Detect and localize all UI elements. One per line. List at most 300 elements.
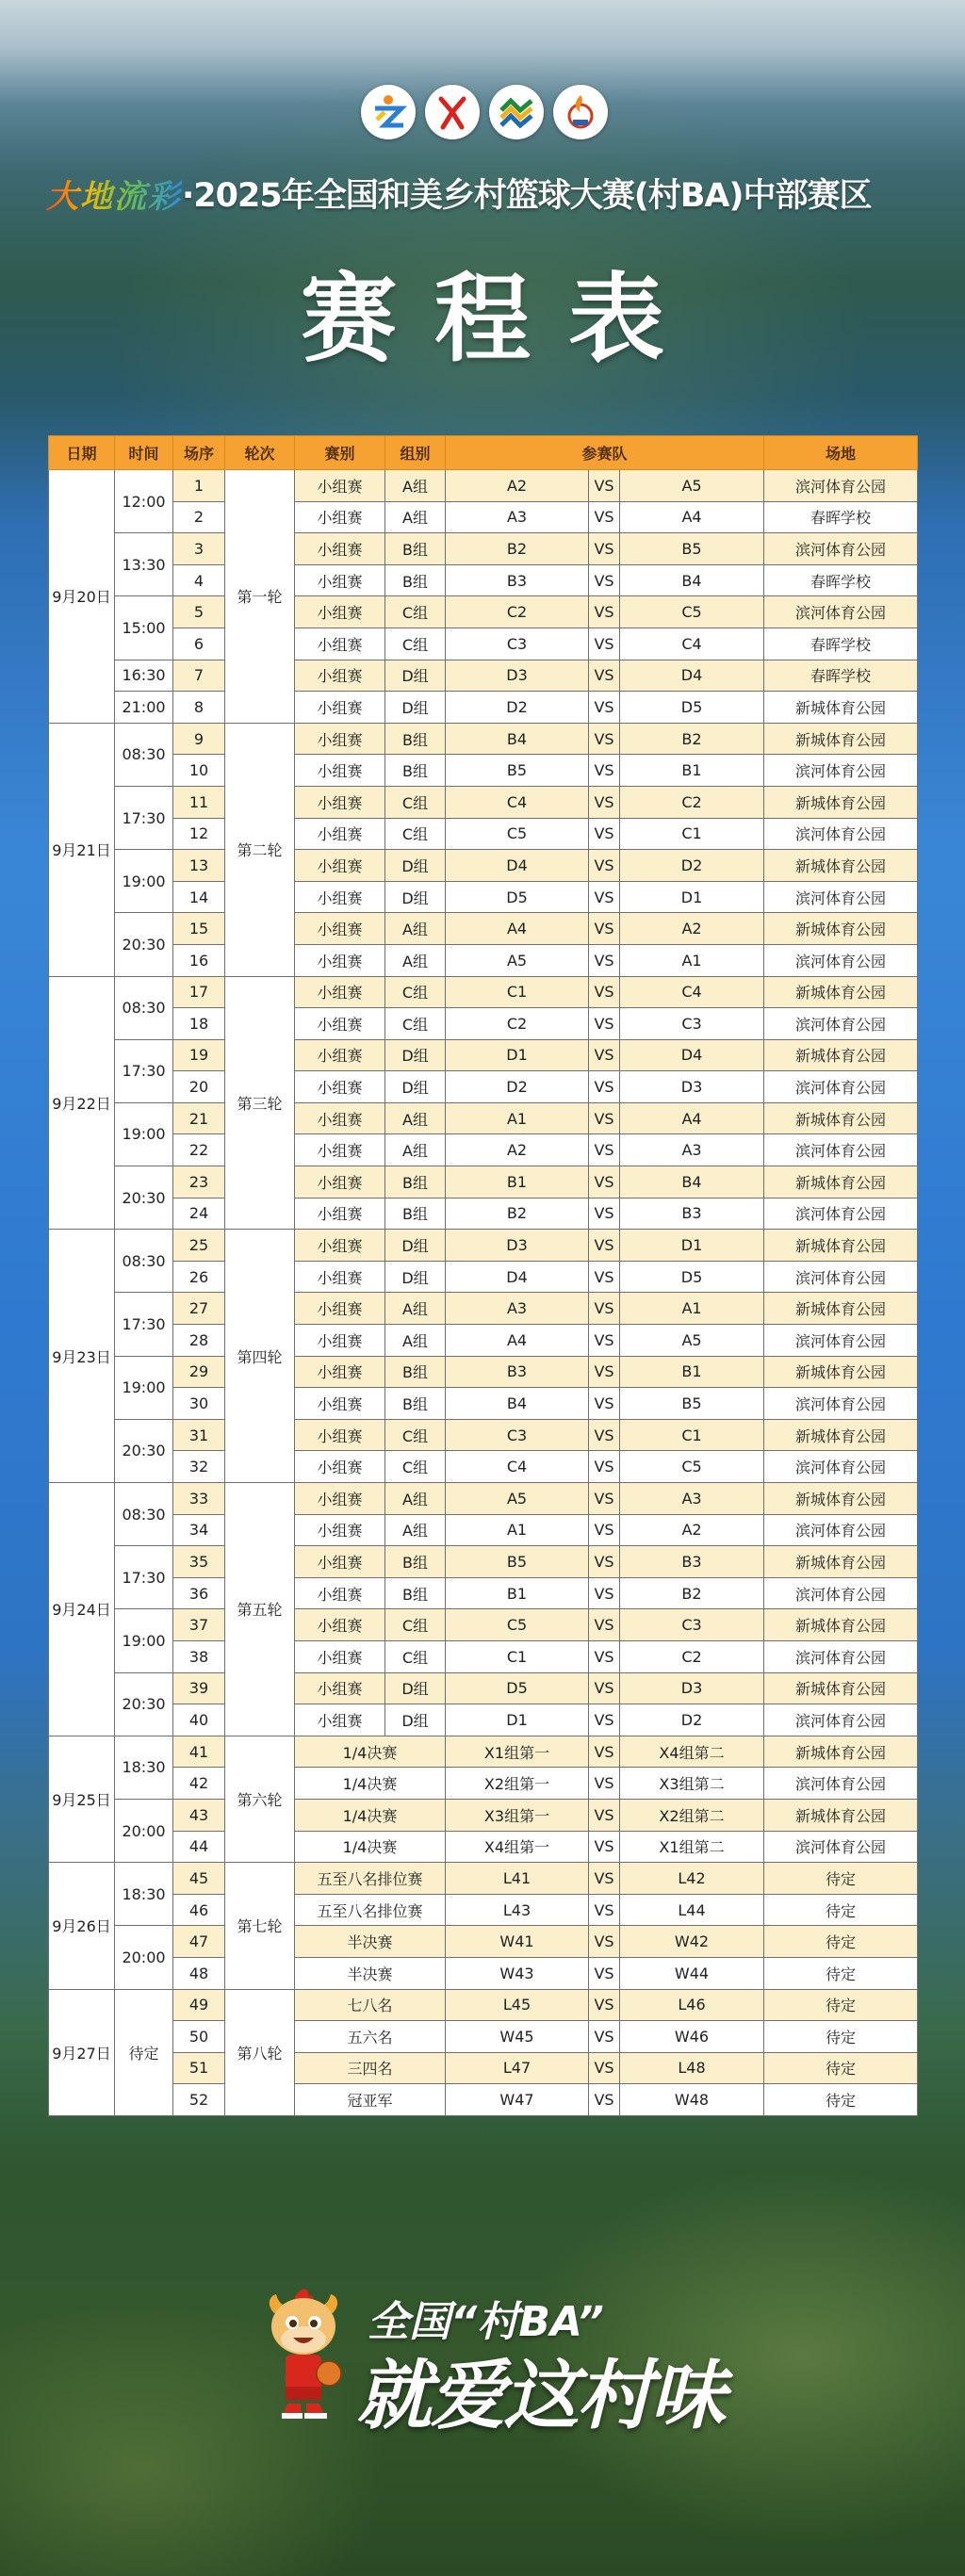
match-venue: 待定	[764, 2084, 918, 2116]
match-group: D组	[385, 881, 446, 913]
match-seq: 49	[173, 1989, 225, 2021]
match-stage: 小组赛	[295, 1451, 385, 1483]
team-away: A4	[620, 1102, 764, 1134]
match-seq: 26	[173, 1261, 225, 1293]
match-group: D组	[385, 1261, 446, 1293]
match-seq: 17	[173, 976, 225, 1008]
vs-label: VS	[589, 1419, 620, 1451]
vs-label: VS	[589, 1831, 620, 1863]
match-venue: 滨河体育公园	[764, 1325, 918, 1357]
vs-label: VS	[589, 564, 620, 596]
vs-label: VS	[589, 1198, 620, 1230]
match-stage: 小组赛	[295, 944, 385, 976]
match-seq: 44	[173, 1831, 225, 1863]
table-row	[49, 533, 918, 565]
team-home: B4	[446, 723, 589, 755]
page-title: 赛程表	[301, 264, 702, 376]
team-home: C5	[446, 1609, 589, 1641]
team-home: B1	[446, 1166, 589, 1198]
event-name: ·2025年全国和美乡村篮球大赛(村BA)中部赛区	[182, 177, 872, 215]
culture-logo-icon	[361, 85, 416, 139]
table-row	[49, 1672, 918, 1704]
match-group: C组	[385, 1419, 446, 1451]
vs-label: VS	[589, 1230, 620, 1262]
match-seq: 11	[173, 786, 225, 818]
match-stage: 五至八名排位赛	[295, 1894, 446, 1926]
match-group: B组	[385, 1388, 446, 1420]
vs-label: VS	[589, 628, 620, 660]
match-stage: 小组赛	[295, 976, 385, 1008]
match-group: A组	[385, 1293, 446, 1325]
match-stage: 半决赛	[295, 1957, 446, 1989]
match-group: C组	[385, 786, 446, 818]
match-seq: 41	[173, 1736, 225, 1768]
match-date: 9月24日	[49, 1483, 115, 1736]
team-home: W47	[446, 2084, 589, 2116]
match-venue: 新城体育公园	[764, 1609, 918, 1641]
team-home: W41	[446, 1926, 589, 1958]
table-row	[49, 660, 918, 692]
match-venue: 滨河体育公园	[764, 1071, 918, 1103]
match-group: B组	[385, 755, 446, 787]
team-away: A5	[620, 1325, 764, 1357]
table-row	[49, 1039, 918, 1071]
match-group: B组	[385, 1546, 446, 1578]
match-time: 08:30	[115, 1483, 173, 1546]
vs-label: VS	[589, 1008, 620, 1040]
match-time: 20:30	[115, 1672, 173, 1736]
match-venue: 滨河体育公园	[764, 1514, 918, 1546]
table-row	[49, 2084, 918, 2116]
team-away: W44	[620, 1957, 764, 1989]
match-stage: 小组赛	[295, 533, 385, 565]
match-venue: 待定	[764, 2021, 918, 2053]
team-away: A3	[620, 1134, 764, 1166]
match-group: D组	[385, 1672, 446, 1704]
team-home: X3组第一	[446, 1799, 589, 1831]
match-round: 第五轮	[225, 1483, 295, 1736]
match-seq: 50	[173, 2021, 225, 2053]
match-venue: 滨河体育公园	[764, 881, 918, 913]
match-time: 20:30	[115, 1419, 173, 1482]
match-venue: 滨河体育公园	[764, 1768, 918, 1800]
vs-label: VS	[589, 976, 620, 1008]
match-seq: 16	[173, 944, 225, 976]
match-stage: 小组赛	[295, 1325, 385, 1357]
table-row	[49, 755, 918, 787]
match-group: D组	[385, 1230, 446, 1262]
table-row	[49, 1640, 918, 1672]
table-row	[49, 1230, 918, 1262]
team-home: X4组第一	[446, 1831, 589, 1863]
match-time: 17:30	[115, 1546, 173, 1609]
vs-label: VS	[589, 501, 620, 533]
table-row	[49, 501, 918, 533]
match-group: B组	[385, 1356, 446, 1388]
team-home: A1	[446, 1102, 589, 1134]
match-seq: 45	[173, 1863, 225, 1895]
table-row	[49, 1356, 918, 1388]
team-away: X1组第二	[620, 1831, 764, 1863]
match-seq: 31	[173, 1419, 225, 1451]
team-away: D2	[620, 850, 764, 882]
match-seq: 27	[173, 1293, 225, 1325]
team-away: B2	[620, 723, 764, 755]
team-away: A1	[620, 1293, 764, 1325]
team-away: B1	[620, 1356, 764, 1388]
rural-logo-icon	[489, 85, 544, 139]
match-group: D组	[385, 692, 446, 724]
match-venue: 滨河体育公园	[764, 1451, 918, 1483]
match-time: 待定	[115, 1989, 173, 2115]
match-venue: 待定	[764, 1957, 918, 1989]
slogan-line-2: 就爱这村味	[356, 2352, 724, 2439]
vs-label: VS	[589, 2021, 620, 2053]
team-home: B3	[446, 564, 589, 596]
col-header-venue: 场地	[764, 436, 918, 470]
match-seq: 43	[173, 1799, 225, 1831]
match-group: C组	[385, 976, 446, 1008]
match-group: D组	[385, 1039, 446, 1071]
team-away: C4	[620, 628, 764, 660]
match-venue: 滨河体育公园	[764, 1134, 918, 1166]
vs-label: VS	[589, 913, 620, 945]
team-away: X2组第二	[620, 1799, 764, 1831]
match-stage: 小组赛	[295, 850, 385, 882]
team-away: W46	[620, 2021, 764, 2053]
vs-label: VS	[589, 1483, 620, 1515]
team-home: C1	[446, 1640, 589, 1672]
match-seq: 2	[173, 501, 225, 533]
match-stage: 小组赛	[295, 1008, 385, 1040]
match-seq: 33	[173, 1483, 225, 1515]
team-home: C5	[446, 818, 589, 850]
vs-label: VS	[589, 1609, 620, 1641]
match-seq: 3	[173, 533, 225, 565]
table-row	[49, 596, 918, 628]
match-time: 17:30	[115, 786, 173, 849]
match-group: A组	[385, 1483, 446, 1515]
team-away: B4	[620, 1166, 764, 1198]
table-row	[49, 1736, 918, 1768]
team-away: D3	[620, 1071, 764, 1103]
match-venue: 春晖学校	[764, 628, 918, 660]
match-seq: 38	[173, 1640, 225, 1672]
team-away: D4	[620, 1039, 764, 1071]
match-round: 第二轮	[225, 723, 295, 976]
table-row	[49, 2021, 918, 2053]
match-seq: 18	[173, 1008, 225, 1040]
match-seq: 37	[173, 1609, 225, 1641]
vs-label: VS	[589, 1926, 620, 1958]
vs-label: VS	[589, 1704, 620, 1736]
table-row	[49, 1483, 918, 1515]
match-stage: 小组赛	[295, 1704, 385, 1736]
team-away: D1	[620, 1230, 764, 1262]
match-seq: 7	[173, 660, 225, 692]
table-row	[49, 818, 918, 850]
team-away: C3	[620, 1008, 764, 1040]
team-home: B2	[446, 1198, 589, 1230]
table-row	[49, 1926, 918, 1958]
vs-label: VS	[589, 1325, 620, 1357]
vs-label: VS	[589, 1957, 620, 1989]
vs-label: VS	[589, 1293, 620, 1325]
team-home: A4	[446, 1325, 589, 1357]
match-group: A组	[385, 501, 446, 533]
match-seq: 21	[173, 1102, 225, 1134]
vs-label: VS	[589, 1451, 620, 1483]
slogan-line-1: 全国“村BA”	[368, 2298, 604, 2346]
team-home: C1	[446, 976, 589, 1008]
match-venue: 滨河体育公园	[764, 1388, 918, 1420]
team-away: A5	[620, 470, 764, 502]
match-date: 9月20日	[49, 470, 115, 724]
table-row	[49, 564, 918, 596]
team-home: A5	[446, 944, 589, 976]
match-stage: 小组赛	[295, 1546, 385, 1578]
match-date: 9月27日	[49, 1989, 115, 2115]
emblem-logo-icon	[553, 85, 608, 139]
match-group: A组	[385, 913, 446, 945]
team-away: L42	[620, 1863, 764, 1895]
table-row	[49, 1704, 918, 1736]
match-venue: 新城体育公园	[764, 1736, 918, 1768]
vs-label: VS	[589, 596, 620, 628]
match-venue: 滨河体育公园	[764, 533, 918, 565]
match-round: 第三轮	[225, 976, 295, 1230]
team-away: A1	[620, 944, 764, 976]
match-time: 16:30	[115, 660, 173, 692]
team-home: A2	[446, 470, 589, 502]
col-header-group: 组别	[385, 436, 446, 470]
match-seq: 29	[173, 1356, 225, 1388]
match-seq: 28	[173, 1325, 225, 1357]
match-seq: 32	[173, 1451, 225, 1483]
match-seq: 20	[173, 1071, 225, 1103]
table-row	[49, 913, 918, 945]
match-group: B组	[385, 564, 446, 596]
team-home: B5	[446, 1546, 589, 1578]
match-group: B组	[385, 533, 446, 565]
team-away: A4	[620, 501, 764, 533]
match-seq: 51	[173, 2052, 225, 2084]
team-away: X3组第二	[620, 1768, 764, 1800]
table-row	[49, 723, 918, 755]
match-time: 17:30	[115, 1039, 173, 1102]
match-seq: 39	[173, 1672, 225, 1704]
match-date: 9月26日	[49, 1863, 115, 1989]
match-stage: 小组赛	[295, 1230, 385, 1262]
match-stage: 小组赛	[295, 818, 385, 850]
table-row	[49, 1831, 918, 1863]
team-home: D1	[446, 1039, 589, 1071]
match-stage: 小组赛	[295, 1261, 385, 1293]
col-header-time: 时间	[115, 436, 173, 470]
team-home: D5	[446, 881, 589, 913]
table-row	[49, 1768, 918, 1800]
team-away: C2	[620, 1640, 764, 1672]
vs-label: VS	[589, 1799, 620, 1831]
vs-label: VS	[589, 1736, 620, 1768]
team-away: D5	[620, 692, 764, 724]
team-away: B4	[620, 564, 764, 596]
vs-label: VS	[589, 818, 620, 850]
vs-label: VS	[589, 1388, 620, 1420]
match-venue: 滨河体育公园	[764, 1577, 918, 1609]
match-time: 19:00	[115, 1102, 173, 1166]
match-time: 12:00	[115, 470, 173, 533]
team-away: B2	[620, 1577, 764, 1609]
match-group: C组	[385, 1609, 446, 1641]
match-time: 19:00	[115, 1356, 173, 1419]
team-away: D1	[620, 881, 764, 913]
match-stage: 小组赛	[295, 881, 385, 913]
match-venue: 新城体育公园	[764, 1230, 918, 1262]
table-row	[49, 1957, 918, 1989]
team-away: C1	[620, 1419, 764, 1451]
vs-label: VS	[589, 1071, 620, 1103]
team-home: D5	[446, 1672, 589, 1704]
match-stage: 五六名	[295, 2021, 446, 2053]
match-group: C组	[385, 628, 446, 660]
match-venue: 新城体育公园	[764, 913, 918, 945]
match-venue: 新城体育公园	[764, 850, 918, 882]
match-round: 第七轮	[225, 1863, 295, 1989]
table-row	[49, 1008, 918, 1040]
match-stage: 七八名	[295, 1989, 446, 2021]
match-seq: 15	[173, 913, 225, 945]
match-group: B组	[385, 1166, 446, 1198]
match-stage: 小组赛	[295, 1166, 385, 1198]
table-header-row	[49, 436, 918, 470]
match-venue: 待定	[764, 1989, 918, 2021]
match-stage: 小组赛	[295, 1672, 385, 1704]
match-stage: 小组赛	[295, 1134, 385, 1166]
match-stage: 1/4决赛	[295, 1736, 446, 1768]
match-venue: 春晖学校	[764, 501, 918, 533]
vs-label: VS	[589, 850, 620, 882]
match-stage: 小组赛	[295, 501, 385, 533]
match-group: D组	[385, 1071, 446, 1103]
match-group: A组	[385, 1325, 446, 1357]
team-home: C4	[446, 1451, 589, 1483]
match-venue: 新城体育公园	[764, 692, 918, 724]
vs-label: VS	[589, 723, 620, 755]
vs-label: VS	[589, 1863, 620, 1895]
match-stage: 小组赛	[295, 1039, 385, 1071]
match-stage: 小组赛	[295, 913, 385, 945]
match-time: 20:30	[115, 1166, 173, 1230]
vs-label: VS	[589, 692, 620, 724]
table-row	[49, 1261, 918, 1293]
match-stage: 小组赛	[295, 596, 385, 628]
match-round: 第六轮	[225, 1736, 295, 1862]
match-seq: 13	[173, 850, 225, 882]
match-seq: 10	[173, 755, 225, 787]
team-away: D3	[620, 1672, 764, 1704]
match-time: 08:30	[115, 976, 173, 1039]
match-stage: 小组赛	[295, 1609, 385, 1641]
team-home: A2	[446, 1134, 589, 1166]
match-venue: 待定	[764, 1894, 918, 1926]
team-away: B3	[620, 1198, 764, 1230]
match-seq: 1	[173, 470, 225, 502]
match-date: 9月21日	[49, 723, 115, 976]
match-stage: 1/4决赛	[295, 1799, 446, 1831]
match-seq: 34	[173, 1514, 225, 1546]
table-row	[49, 470, 918, 502]
team-away: L44	[620, 1894, 764, 1926]
vs-label: VS	[589, 1102, 620, 1134]
team-home: A3	[446, 1293, 589, 1325]
match-stage: 小组赛	[295, 1514, 385, 1546]
match-group: A组	[385, 944, 446, 976]
team-home: A3	[446, 501, 589, 533]
vs-label: VS	[589, 881, 620, 913]
match-seq: 19	[173, 1039, 225, 1071]
table-row	[49, 850, 918, 882]
team-home: C4	[446, 786, 589, 818]
team-away: W48	[620, 2084, 764, 2116]
mascot-image	[261, 2287, 346, 2423]
col-header-seq: 场序	[173, 436, 225, 470]
vs-label: VS	[589, 2084, 620, 2116]
match-stage: 小组赛	[295, 470, 385, 502]
team-away: X4组第二	[620, 1736, 764, 1768]
team-home: X2组第一	[446, 1768, 589, 1800]
table-row	[49, 1388, 918, 1420]
vs-label: VS	[589, 533, 620, 565]
match-venue: 滨河体育公园	[764, 470, 918, 502]
table-row	[49, 1451, 918, 1483]
match-group: D组	[385, 850, 446, 882]
match-seq: 30	[173, 1388, 225, 1420]
match-time: 20:30	[115, 913, 173, 976]
match-venue: 滨河体育公园	[764, 1831, 918, 1863]
match-stage: 小组赛	[295, 1577, 385, 1609]
match-seq: 8	[173, 692, 225, 724]
match-stage: 冠亚军	[295, 2084, 446, 2116]
table-row	[49, 1325, 918, 1357]
match-stage: 小组赛	[295, 1293, 385, 1325]
match-stage: 五至八名排位赛	[295, 1863, 446, 1895]
table-row	[49, 1863, 918, 1895]
team-away: B5	[620, 1388, 764, 1420]
team-home: D3	[446, 1230, 589, 1262]
match-seq: 36	[173, 1577, 225, 1609]
brand-logo-text: 大地流彩	[46, 171, 182, 217]
match-seq: 9	[173, 723, 225, 755]
match-venue: 新城体育公园	[764, 1039, 918, 1071]
match-group: D组	[385, 660, 446, 692]
table-row	[49, 1577, 918, 1609]
match-group: D组	[385, 1704, 446, 1736]
team-away: C5	[620, 596, 764, 628]
match-venue: 滨河体育公园	[764, 818, 918, 850]
match-stage: 1/4决赛	[295, 1831, 446, 1863]
match-time: 19:00	[115, 1609, 173, 1672]
match-group: B组	[385, 1577, 446, 1609]
match-stage: 小组赛	[295, 1071, 385, 1103]
team-away: L46	[620, 1989, 764, 2021]
table-row	[49, 1198, 918, 1230]
match-group: C组	[385, 1451, 446, 1483]
match-stage: 小组赛	[295, 1483, 385, 1515]
match-seq: 46	[173, 1894, 225, 1926]
table-row	[49, 1609, 918, 1641]
match-seq: 52	[173, 2084, 225, 2116]
